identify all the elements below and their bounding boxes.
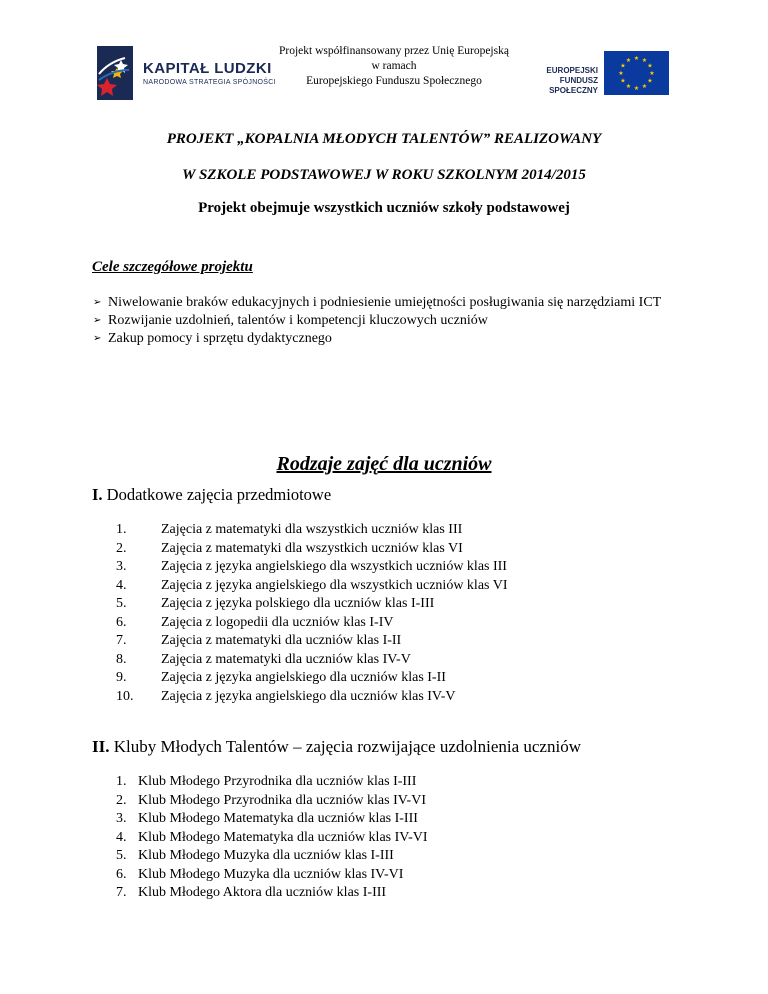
section-1-heading xyxy=(92,485,331,505)
page-header xyxy=(0,0,768,110)
svg-text:★: ★ xyxy=(649,70,655,77)
svg-text:★: ★ xyxy=(633,55,640,62)
svg-text:★: ★ xyxy=(620,62,626,70)
svg-text:★: ★ xyxy=(633,85,640,92)
svg-text:★: ★ xyxy=(625,57,632,64)
kl-title: KAPITAŁ LUDZKI xyxy=(143,60,272,77)
item-number: 3. xyxy=(116,811,127,826)
item-number: 6. xyxy=(116,614,127,630)
item-number: 1. xyxy=(116,774,127,789)
item-text: Zajęcia z języka angielskiego dla uczniów klas IV-V xyxy=(161,688,456,704)
section-1-numeral: I. xyxy=(92,485,103,504)
project-title-line-1: PROJEKT „KOPALNIA MŁODYCH TALENTÓW” REALIZOWANY xyxy=(166,131,602,147)
item-number: 10. xyxy=(116,688,134,704)
item-number: 1. xyxy=(116,522,127,537)
item-text: Zajęcia z języka angielskiego dla wszystkich uczniów klas III xyxy=(161,559,507,574)
section-1-title: Dodatkowe zajęcia przedmiotowe xyxy=(106,485,332,504)
cofinancing-line-2: w ramach xyxy=(371,60,417,72)
cofinancing-note xyxy=(278,44,510,89)
item-text: Zajęcia z logopedii dla uczniów klas I-IV xyxy=(161,614,394,630)
project-title-line-2: W SZKOLE PODSTAWOWEJ W ROKU SZKOLNYM 2014/2015 xyxy=(182,167,586,183)
svg-text:★: ★ xyxy=(620,77,626,85)
arrow-bullet-icon: ➢ xyxy=(93,297,102,308)
project-subtitle: Projekt obejmuje wszystkich uczniów szkoły podstawowej xyxy=(198,200,570,216)
item-text: Klub Młodego Matematyka dla uczniów klas IV-VI xyxy=(138,829,428,845)
item-number: 7. xyxy=(116,633,127,648)
section-2-numeral: II. xyxy=(92,737,110,756)
item-number: 6. xyxy=(116,866,127,882)
item-number: 3. xyxy=(116,559,127,574)
item-text: Zajęcia z języka angielskiego dla wszystkich uczniów klas VI xyxy=(161,577,508,593)
goal-item xyxy=(93,312,713,330)
item-text: Klub Młodego Przyrodnika dla uczniów klas IV-VI xyxy=(138,792,426,808)
item-text: Zajęcia z matematyki dla wszystkich uczniów klas VI xyxy=(161,540,463,556)
item-text: Zajęcia z matematyki dla uczniów klas I-II xyxy=(161,633,402,648)
goals-heading: Cele szczegółowe projektu xyxy=(92,259,253,275)
item-number: 9. xyxy=(116,670,127,685)
activities-title: Rodzaje zajęć dla uczniów xyxy=(276,453,492,475)
item-number: 7. xyxy=(116,885,127,900)
eu-flag-icon xyxy=(604,51,669,95)
item-text: Klub Młodego Matematyka dla uczniów klas I-III xyxy=(138,811,418,826)
efs-wordmark xyxy=(510,66,598,96)
kapital-ludzki-logo-icon xyxy=(95,44,135,102)
kl-subtitle: NARODOWA STRATEGIA SPÓJNOŚCI xyxy=(143,79,276,86)
item-number: 8. xyxy=(116,651,127,667)
efs-line-2: FUNDUSZ SPOŁECZNY xyxy=(549,76,598,95)
svg-text:★: ★ xyxy=(647,62,653,70)
cofinancing-line-1: Projekt współfinansowany przez Unię Europejską xyxy=(279,45,509,57)
arrow-bullet-icon: ➢ xyxy=(93,333,102,344)
goal-text: Niwelowanie braków edukacyjnych i podniesienie umiejętności posługiwania się narzędziami ICT xyxy=(108,295,662,310)
goals-list xyxy=(93,294,713,348)
item-number: 2. xyxy=(116,540,127,556)
item-text: Klub Młodego Przyrodnika dla uczniów klas I-III xyxy=(138,774,417,789)
svg-text:★: ★ xyxy=(647,77,653,85)
item-text: Zajęcia z matematyki dla wszystkich uczniów klas III xyxy=(161,522,463,537)
goal-item xyxy=(93,330,713,348)
item-text: Zajęcia z języka angielskiego dla uczniów klas I-II xyxy=(161,670,446,685)
cofinancing-line-3: Europejskiego Funduszu Społecznego xyxy=(306,75,482,87)
item-text: Zajęcia z matematyki dla uczniów klas IV-V xyxy=(161,651,411,667)
kapital-ludzki-wordmark xyxy=(143,61,276,86)
item-number: 5. xyxy=(116,848,127,863)
item-number: 5. xyxy=(116,596,127,611)
goal-text: Zakup pomocy i sprzętu dydaktycznego xyxy=(108,331,332,346)
svg-text:★: ★ xyxy=(618,70,624,77)
goal-text: Rozwijanie uzdolnień, talentów i kompetencji kluczowych uczniów xyxy=(108,313,488,328)
section-2-title: Kluby Młodych Talentów – zajęcia rozwijające uzdolnienia uczniów xyxy=(113,737,581,756)
goal-item xyxy=(93,294,713,312)
item-number: 4. xyxy=(116,829,127,845)
arrow-bullet-icon: ➢ xyxy=(93,315,102,326)
item-number: 4. xyxy=(116,577,127,593)
svg-text:★: ★ xyxy=(625,83,632,90)
svg-text:★: ★ xyxy=(641,57,648,64)
efs-line-1: EUROPEJSKI xyxy=(546,66,598,75)
svg-text:★: ★ xyxy=(641,83,648,90)
item-text: Zajęcia z języka polskiego dla uczniów klas I-III xyxy=(161,596,435,611)
item-text: Klub Młodego Muzyka dla uczniów klas IV-VI xyxy=(138,866,404,882)
item-text: Klub Młodego Muzyka dla uczniów klas I-III xyxy=(138,848,394,863)
section-2-heading xyxy=(92,737,581,757)
item-text: Klub Młodego Aktora dla uczniów klas I-III xyxy=(138,885,387,900)
item-number: 2. xyxy=(116,792,127,808)
